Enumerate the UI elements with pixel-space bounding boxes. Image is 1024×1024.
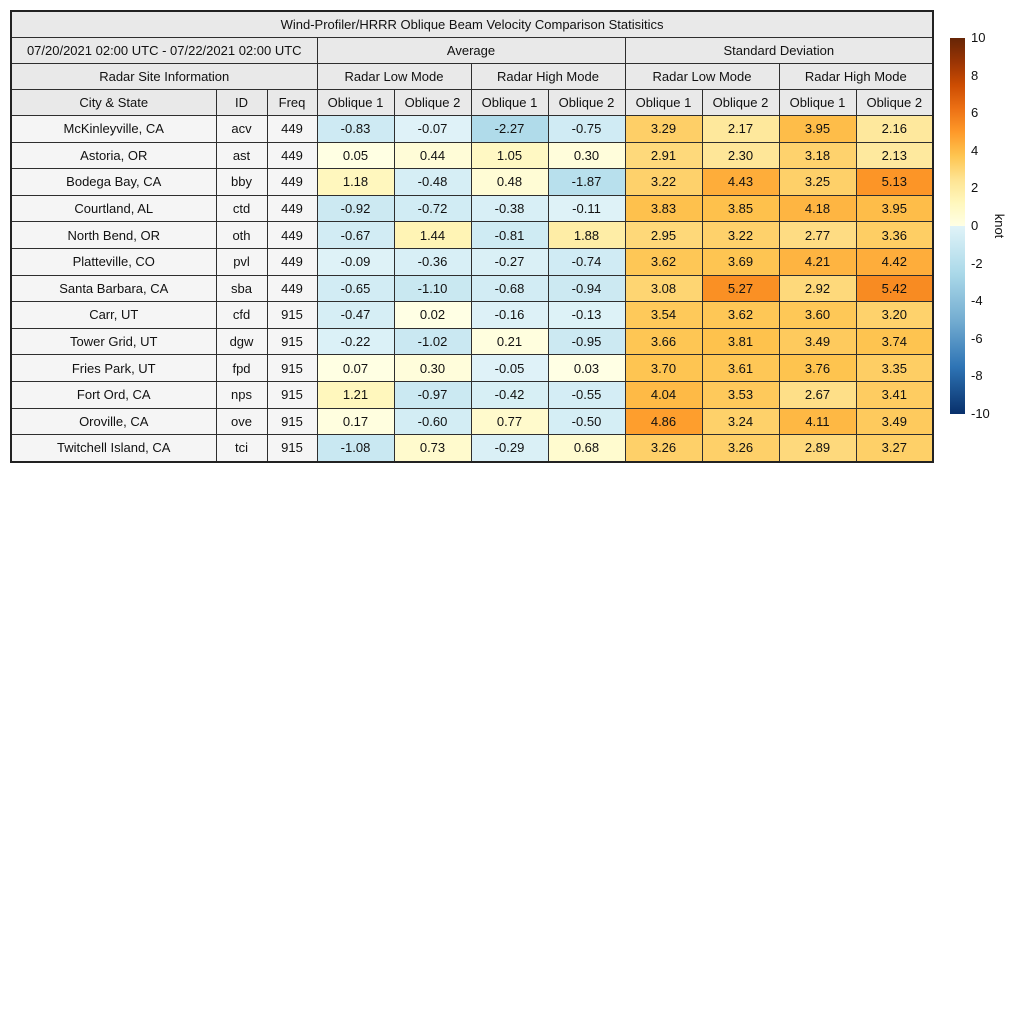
value-cell: -0.74 [548, 248, 625, 275]
city-cell: Oroville, CA [11, 408, 216, 435]
colorbar-tick-label: 6 [971, 105, 979, 121]
freq-cell: 915 [267, 328, 317, 355]
value-cell: -0.60 [394, 408, 471, 435]
value-cell: -1.10 [394, 275, 471, 302]
value-cell: 0.44 [394, 142, 471, 169]
city-cell: Santa Barbara, CA [11, 275, 216, 302]
freq-cell: 449 [267, 275, 317, 302]
value-cell: 4.42 [856, 248, 933, 275]
value-cell: 3.08 [625, 275, 702, 302]
col-header-oblique: Oblique 2 [702, 90, 779, 116]
value-cell: -0.55 [548, 381, 625, 408]
value-cell: 5.42 [856, 275, 933, 302]
value-cell: 0.77 [471, 408, 548, 435]
col-header-oblique: Oblique 1 [779, 90, 856, 116]
colorbar-gradient [950, 38, 965, 414]
group-header-row [11, 38, 933, 64]
freq-cell: 915 [267, 302, 317, 329]
freq-cell: 449 [267, 222, 317, 249]
value-cell: -2.27 [471, 116, 548, 143]
value-cell: -1.02 [394, 328, 471, 355]
table-row [11, 142, 933, 169]
value-cell: 4.11 [779, 408, 856, 435]
site-id-cell: ctd [216, 195, 267, 222]
value-cell: -0.22 [317, 328, 394, 355]
value-cell: 2.30 [702, 142, 779, 169]
value-cell: 3.62 [702, 302, 779, 329]
value-cell: -0.50 [548, 408, 625, 435]
colorbar-tick-label: -8 [971, 368, 983, 384]
value-cell: 0.30 [394, 355, 471, 382]
table-row [11, 328, 933, 355]
value-cell: 3.22 [702, 222, 779, 249]
freq-cell: 915 [267, 381, 317, 408]
stats-table [10, 10, 934, 463]
value-cell: 0.48 [471, 169, 548, 196]
freq-cell: 915 [267, 408, 317, 435]
colorbar [950, 30, 1020, 421]
colorbar-tick-label: 4 [971, 142, 979, 158]
table-row [11, 275, 933, 302]
value-cell: -0.75 [548, 116, 625, 143]
colorbar-tick-label: -10 [971, 406, 990, 421]
value-cell: 3.29 [625, 116, 702, 143]
value-cell: 0.17 [317, 408, 394, 435]
value-cell: -0.97 [394, 381, 471, 408]
col-header-oblique: Oblique 2 [548, 90, 625, 116]
table-row [11, 355, 933, 382]
value-cell: 2.67 [779, 381, 856, 408]
table-row [11, 381, 933, 408]
city-cell: Platteville, CO [11, 248, 216, 275]
city-cell: Astoria, OR [11, 142, 216, 169]
site-info-header: Radar Site Information [11, 64, 317, 90]
city-cell: Twitchell Island, CA [11, 435, 216, 462]
value-cell: 3.53 [702, 381, 779, 408]
value-cell: -0.47 [317, 302, 394, 329]
value-cell: 1.18 [317, 169, 394, 196]
value-cell: 3.95 [856, 195, 933, 222]
value-cell: -0.36 [394, 248, 471, 275]
group-stddev-header: Standard Deviation [625, 38, 933, 64]
value-cell: 4.04 [625, 381, 702, 408]
value-cell: 3.27 [856, 435, 933, 462]
value-cell: -0.92 [317, 195, 394, 222]
value-cell: -0.13 [548, 302, 625, 329]
value-cell: -0.42 [471, 381, 548, 408]
col-header-city: City & State [11, 90, 216, 116]
value-cell: -0.95 [548, 328, 625, 355]
value-cell: 3.41 [856, 381, 933, 408]
value-cell: 1.88 [548, 222, 625, 249]
value-cell: 4.43 [702, 169, 779, 196]
site-id-cell: pvl [216, 248, 267, 275]
table-row [11, 408, 933, 435]
city-cell: Fries Park, UT [11, 355, 216, 382]
colorbar-tick-label: -4 [971, 293, 983, 309]
freq-cell: 449 [267, 142, 317, 169]
value-cell: -0.65 [317, 275, 394, 302]
site-id-cell: sba [216, 275, 267, 302]
value-cell: 2.95 [625, 222, 702, 249]
value-cell: 3.25 [779, 169, 856, 196]
value-cell: -0.07 [394, 116, 471, 143]
table-row [11, 248, 933, 275]
col-header-id: ID [216, 90, 267, 116]
table-row [11, 195, 933, 222]
value-cell: 2.13 [856, 142, 933, 169]
value-cell: 3.60 [779, 302, 856, 329]
value-cell: 2.91 [625, 142, 702, 169]
value-cell: 0.05 [317, 142, 394, 169]
table-row [11, 302, 933, 329]
table-row [11, 169, 933, 196]
value-cell: 3.81 [702, 328, 779, 355]
value-cell: 3.61 [702, 355, 779, 382]
mode-header-row [11, 64, 933, 90]
value-cell: 3.35 [856, 355, 933, 382]
value-cell: -0.16 [471, 302, 548, 329]
col-header-oblique: Oblique 1 [471, 90, 548, 116]
site-id-cell: oth [216, 222, 267, 249]
value-cell: 0.02 [394, 302, 471, 329]
colorbar-tick-label: 0 [971, 218, 979, 233]
value-cell: 5.27 [702, 275, 779, 302]
value-cell: 3.69 [702, 248, 779, 275]
table-row [11, 222, 933, 249]
site-id-cell: fpd [216, 355, 267, 382]
value-cell: -0.72 [394, 195, 471, 222]
value-cell: -0.48 [394, 169, 471, 196]
value-cell: 3.62 [625, 248, 702, 275]
value-cell: 2.92 [779, 275, 856, 302]
value-cell: 3.83 [625, 195, 702, 222]
value-cell: 3.54 [625, 302, 702, 329]
value-cell: 3.74 [856, 328, 933, 355]
group-average-header: Average [317, 38, 625, 64]
city-cell: North Bend, OR [11, 222, 216, 249]
value-cell: -0.11 [548, 195, 625, 222]
mode-header-std-high: Radar High Mode [779, 64, 933, 90]
colorbar-tick-label: -2 [971, 255, 983, 271]
value-cell: 2.17 [702, 116, 779, 143]
col-header-oblique: Oblique 2 [394, 90, 471, 116]
value-cell: 3.26 [625, 435, 702, 462]
mode-header-avg-high: Radar High Mode [471, 64, 625, 90]
value-cell: -1.08 [317, 435, 394, 462]
value-cell: 3.24 [702, 408, 779, 435]
site-id-cell: ove [216, 408, 267, 435]
site-id-cell: bby [216, 169, 267, 196]
value-cell: 3.20 [856, 302, 933, 329]
col-header-oblique: Oblique 1 [317, 90, 394, 116]
city-cell: Courtland, AL [11, 195, 216, 222]
value-cell: 1.21 [317, 381, 394, 408]
value-cell: 0.73 [394, 435, 471, 462]
value-cell: -0.05 [471, 355, 548, 382]
value-cell: 1.44 [394, 222, 471, 249]
value-cell: -0.68 [471, 275, 548, 302]
value-cell: 3.49 [856, 408, 933, 435]
value-cell: 3.22 [625, 169, 702, 196]
value-cell: -1.87 [548, 169, 625, 196]
value-cell: 1.05 [471, 142, 548, 169]
city-cell: McKinleyville, CA [11, 116, 216, 143]
freq-cell: 449 [267, 116, 317, 143]
value-cell: -0.83 [317, 116, 394, 143]
value-cell: -0.94 [548, 275, 625, 302]
colorbar-tick-label: 2 [971, 180, 979, 196]
date-range: 07/20/2021 02:00 UTC - 07/22/2021 02:00 UTC [11, 38, 317, 64]
site-id-cell: tci [216, 435, 267, 462]
value-cell: 0.68 [548, 435, 625, 462]
value-cell: 3.85 [702, 195, 779, 222]
col-header-oblique: Oblique 2 [856, 90, 933, 116]
value-cell: -0.27 [471, 248, 548, 275]
value-cell: 2.16 [856, 116, 933, 143]
value-cell: 4.18 [779, 195, 856, 222]
mode-header-std-low: Radar Low Mode [625, 64, 779, 90]
site-id-cell: acv [216, 116, 267, 143]
value-cell: 2.89 [779, 435, 856, 462]
value-cell: 3.36 [856, 222, 933, 249]
city-cell: Tower Grid, UT [11, 328, 216, 355]
table-title: Wind-Profiler/HRRR Oblique Beam Velocity Comparison Statisitics [11, 11, 933, 38]
value-cell: -0.09 [317, 248, 394, 275]
freq-cell: 449 [267, 195, 317, 222]
freq-cell: 915 [267, 355, 317, 382]
col-header-oblique: Oblique 1 [625, 90, 702, 116]
value-cell: 3.70 [625, 355, 702, 382]
value-cell: 3.49 [779, 328, 856, 355]
column-header-row [11, 90, 933, 116]
freq-cell: 915 [267, 435, 317, 462]
col-header-freq: Freq [267, 90, 317, 116]
value-cell: 3.26 [702, 435, 779, 462]
value-cell: 2.77 [779, 222, 856, 249]
value-cell: -0.29 [471, 435, 548, 462]
value-cell: 3.76 [779, 355, 856, 382]
city-cell: Carr, UT [11, 302, 216, 329]
colorbar-tick-label: -6 [971, 330, 983, 346]
value-cell: 4.86 [625, 408, 702, 435]
site-id-cell: dgw [216, 328, 267, 355]
freq-cell: 449 [267, 248, 317, 275]
city-cell: Fort Ord, CA [11, 381, 216, 408]
value-cell: -0.67 [317, 222, 394, 249]
value-cell: 0.03 [548, 355, 625, 382]
colorbar-tick-label: 10 [971, 30, 986, 45]
colorbar-unit-label: knot [992, 213, 1007, 239]
table-row [11, 435, 933, 462]
value-cell: -0.81 [471, 222, 548, 249]
value-cell: 0.21 [471, 328, 548, 355]
value-cell: 3.95 [779, 116, 856, 143]
title-row [11, 11, 933, 38]
site-id-cell: nps [216, 381, 267, 408]
value-cell: 3.18 [779, 142, 856, 169]
site-id-cell: ast [216, 142, 267, 169]
value-cell: 0.30 [548, 142, 625, 169]
colorbar-tick-label: 8 [971, 67, 979, 83]
table-row [11, 116, 933, 143]
value-cell: -0.38 [471, 195, 548, 222]
value-cell: 3.66 [625, 328, 702, 355]
value-cell: 4.21 [779, 248, 856, 275]
site-id-cell: cfd [216, 302, 267, 329]
mode-header-avg-low: Radar Low Mode [317, 64, 471, 90]
city-cell: Bodega Bay, CA [11, 169, 216, 196]
value-cell: 5.13 [856, 169, 933, 196]
freq-cell: 449 [267, 169, 317, 196]
value-cell: 0.07 [317, 355, 394, 382]
